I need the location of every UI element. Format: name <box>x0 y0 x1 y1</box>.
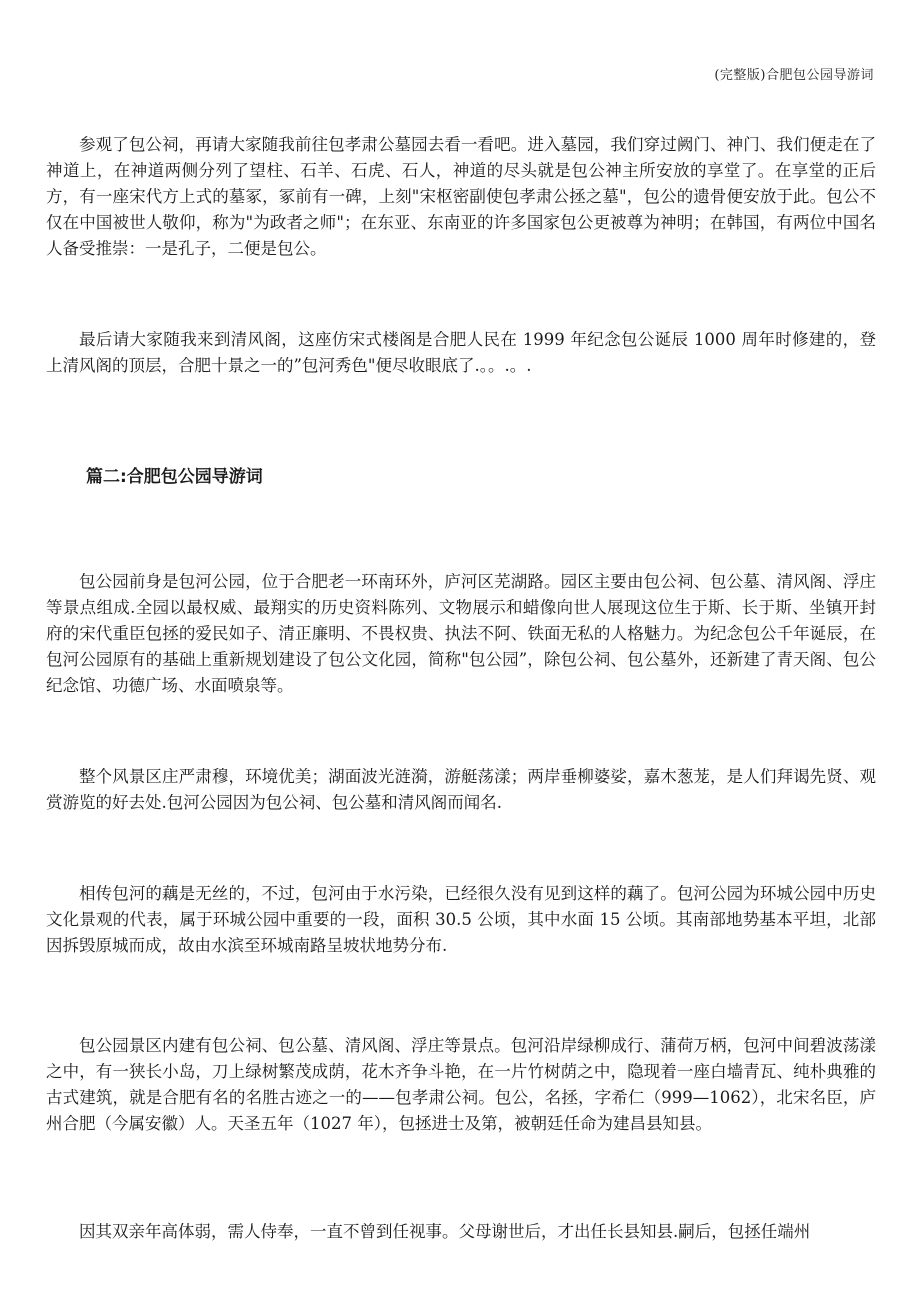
paragraph-lotus-root: 相传包河的藕是无丝的，不过，包河由于水污染，已经很久没有见到这样的藕了。包河公园为环城公园中历史文化景观的代表，属于环城公园中重要的一段，面积 30.5 公顷，其中水面 15 公顷。其南部地势基本平坦，北部因拆毁原城而成，故由水滨至环城南路呈坡状地势分布. <box>46 884 876 955</box>
paragraph-qingfeng-pavilion: 最后请大家随我来到清风阁，这座仿宋式楼阁是合肥人民在 1999 年纪念包公诞辰 1000 周年时修建的，登上清风阁的顶层，合肥十景之一的”包河秀色"便尽收眼底了.。。.。. <box>46 330 876 375</box>
paragraph-park-intro: 包公园前身是包河公园，位于合肥老一环南环外，庐河区芜湖路。园区主要由包公祠、包公墓、清风阁、浮庄等景点组成.全园以最权威、最翔实的历史资料陈列、文物展示和蜡像向世人展现这位生于斯、长于斯、坐镇开封府的宋代重臣包拯的爱民如子、清正廉明、不畏权贵、执法不阿、铁面无私的人格魅力。为纪念包公千年诞辰，在包河公园原有的基础上重新规划建设了包公文化园，简称"包公园”，除包公祠、包公墓外，还新建了青天阁、包公纪念馆、功德广场、水面喷泉等。 <box>46 572 876 695</box>
paragraph-attractions: 包公园景区内建有包公祠、包公墓、清风阁、浮庄等景点。包河沿岸绿柳成行、蒲荷万柄，包河中间碧波荡漾之中，有一狭长小岛，刀上绿树繁茂成荫，花木齐争斗艳，在一片竹树荫之中，隐现着一座白墙青瓦、纯朴典雅的古式建筑，就是合肥有名的名胜古迹之一的——包孝肃公祠。包公，名拯，字希仁（999—1062），北宋名臣，庐州合肥（今属安徽）人。天圣五年（1027 年），包拯进士及第，被朝廷任命为建昌县知县。 <box>46 1036 876 1133</box>
section-heading: 篇二:合肥包公园导游词 <box>86 467 263 487</box>
paragraph-scenery: 整个风景区庄严肃穆，环境优美；湖面波光涟漪，游艇荡漾；两岸垂柳婆娑，嘉木葱茏，是人们拜谒先贤、观赏游览的好去处.包河公园因为包公祠、包公墓和清风阁而闻名. <box>46 767 876 812</box>
paragraph-tomb-visit: 参观了包公祠，再请大家随我前往包孝肃公墓园去看一看吧。进入墓园，我们穿过阙门、神门、我们便走在了神道上，在神道两侧分列了望柱、石羊、石虎、石人，神道的尽头就是包公神主所安放的享堂了。在享堂的正后方，有一座宋代方上式的墓冢，冢前有一碑，上刻"宋枢密副使包孝肃公拯之墓"，包公的遗骨便安放于此。包公不仅在中国被世人敬仰，称为"为政者之师"；在东亚、东南亚的许多国家包公更被尊为神明；在韩国，有两位中国名人备受推崇：一是孔子，二便是包公。 <box>46 135 876 258</box>
page-header-title: (完整版)合肥包公园导游词 <box>714 68 874 83</box>
paragraph-parents: 因其双亲年高体弱，需人侍奉，一直不曾到任视事。父母谢世后，才出任长县知县.嗣后，包拯任端州 <box>79 1222 811 1241</box>
